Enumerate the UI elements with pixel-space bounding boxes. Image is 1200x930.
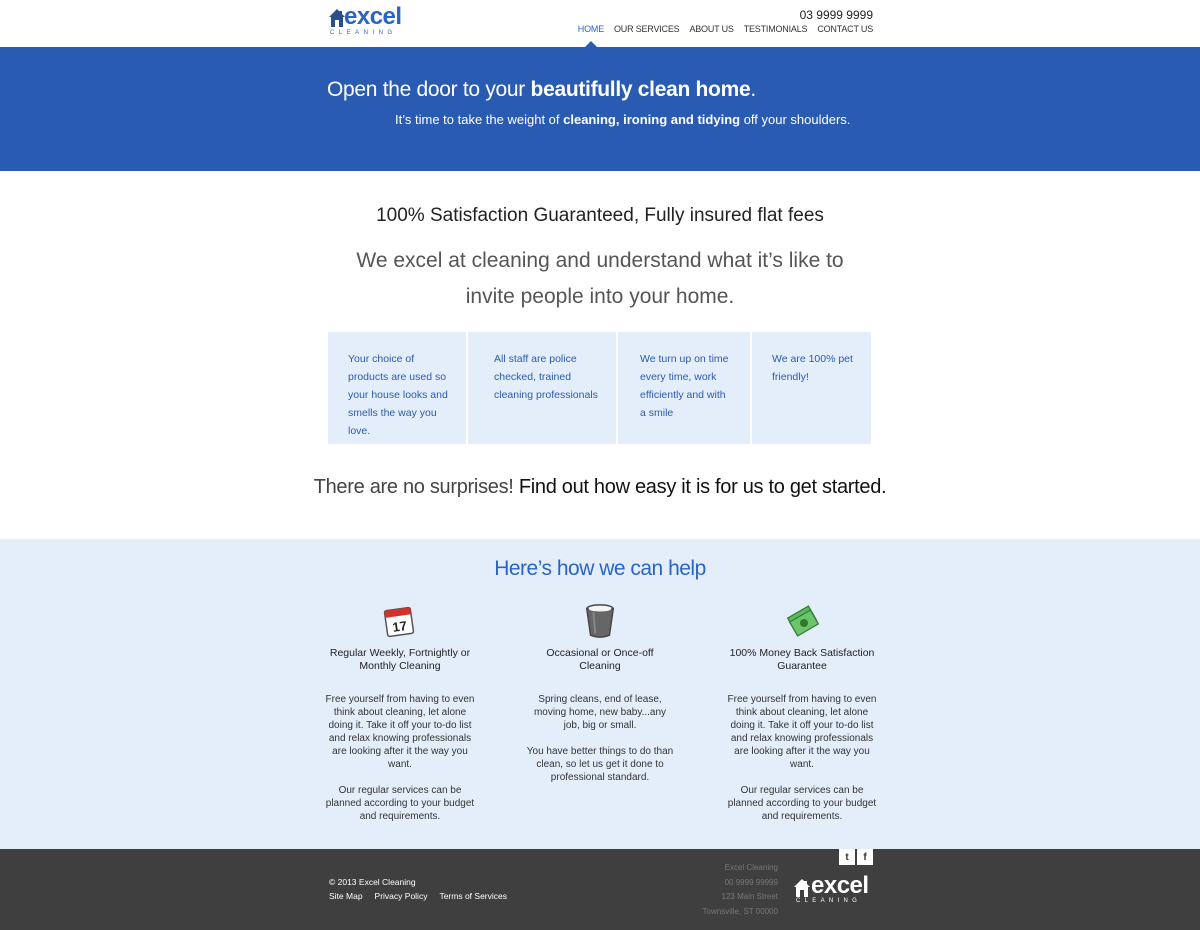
cta-strong: Find out how easy it is for us to get started. xyxy=(518,476,887,498)
hero-subtitle xyxy=(395,112,850,127)
help-title: Here’s how we can help xyxy=(494,557,706,580)
nav-home[interactable] xyxy=(578,24,604,34)
site-footer xyxy=(0,849,1200,930)
bucket-icon xyxy=(583,603,617,639)
help-section xyxy=(0,539,1200,849)
service-guarantee xyxy=(727,603,877,823)
address-line: Excel Cleaning xyxy=(724,863,778,872)
feature-boxes xyxy=(328,332,873,444)
feature-box: Your choice of products are used so your house looks and smells the way you love. xyxy=(328,332,466,444)
svg-text:17: 17 xyxy=(391,618,408,635)
money-icon xyxy=(784,603,820,639)
hero-title-pre: Open the door to your xyxy=(327,78,531,101)
service-once-off xyxy=(525,603,675,784)
footer-address xyxy=(703,861,778,919)
site-header xyxy=(0,0,1200,47)
tumblr-icon[interactable]: t xyxy=(839,849,855,865)
service-title: Regular Weekly, Fortnightly or Monthly Cleaning xyxy=(329,647,471,672)
logo-wordmark: excel xyxy=(344,3,402,30)
feature-box: We are 100% pet friendly! xyxy=(752,332,871,444)
cta-lead: There are no surprises! xyxy=(313,476,519,498)
hero-banner xyxy=(0,47,1200,171)
nav-testimonials[interactable]: TESTIMONIALS xyxy=(743,24,808,34)
copyright: © 2013 Excel Cleaning xyxy=(329,877,416,887)
address-line: 00 9999 99999 xyxy=(724,877,778,887)
calendar-icon xyxy=(383,603,417,639)
service-body: Free yourself from having to even think about cleaning, let alone doing it. Take it off your to-do list and relax knowing professionals are looking after it the way you want. Our regular services can be planned according to your budget and requirements. xyxy=(325,694,475,822)
hero-title-bold: beautifully clean home xyxy=(530,78,751,101)
facebook-icon[interactable]: f xyxy=(857,849,873,865)
nav-about-us[interactable]: ABOUT US xyxy=(689,24,734,34)
feature-box: All staff are police checked, trained cleaning professionals xyxy=(468,332,616,444)
footer-link-terms[interactable]: Terms of Services xyxy=(439,891,507,901)
social-links xyxy=(839,849,873,865)
house-icon xyxy=(793,878,811,898)
intro-statement: We excel at cleaning and understand what it’s like to invite people into your home. xyxy=(356,249,844,308)
brand-logo[interactable] xyxy=(328,3,412,38)
hero-title xyxy=(327,78,756,102)
main-nav xyxy=(578,24,873,34)
footer-link-site-map[interactable]: Site Map xyxy=(329,891,363,901)
footer-logo[interactable] xyxy=(793,872,873,907)
service-title: 100% Money Back Satisfaction Guarantee xyxy=(729,647,875,672)
service-body: Free yourself from having to even think about cleaning, let alone doing it. Take it off your to-do list and relax knowing professionals are looking after it the way you want. Our regular services can be planned according to your budget and requirements. xyxy=(727,694,877,822)
cta-line[interactable] xyxy=(0,476,1200,499)
hero-title-post: . xyxy=(750,78,756,101)
address-line: 123 Main Street xyxy=(721,892,778,901)
logo-tagline: CLEANING xyxy=(330,30,397,36)
guarantee-heading: 100% Satisfaction Guaranteed, Fully insured flat fees xyxy=(376,205,824,226)
nav-contact-us[interactable]: CONTACT US xyxy=(817,24,873,34)
nav-our-services[interactable]: OUR SERVICES xyxy=(614,24,680,34)
service-title: Occasional or Once-off Cleaning xyxy=(546,647,654,672)
header-phone[interactable]: 03 9999 9999 xyxy=(799,8,873,22)
footer-link-privacy[interactable]: Privacy Policy xyxy=(374,891,428,901)
logo-tagline: CLEANING xyxy=(796,898,862,904)
footer-links xyxy=(329,891,507,901)
nav-home-label: HOME xyxy=(577,24,604,34)
service-regular xyxy=(325,603,475,823)
hero-sub-bold: cleaning, ironing and tidying xyxy=(563,112,741,127)
address-line: Townsville, ST 00000 xyxy=(702,906,778,916)
logo-wordmark: excel xyxy=(811,872,869,899)
service-body: Spring cleans, end of lease, moving home, new baby...any job, big or small. You have better things to do than clean, so let us get it done to professional standard. xyxy=(526,694,674,783)
feature-box: We turn up on time every time, work efficiently and with a smile xyxy=(618,332,750,444)
hero-sub-post: off your shoulders. xyxy=(740,112,851,127)
hero-sub-pre: It’s time to take the weight of xyxy=(395,112,564,127)
